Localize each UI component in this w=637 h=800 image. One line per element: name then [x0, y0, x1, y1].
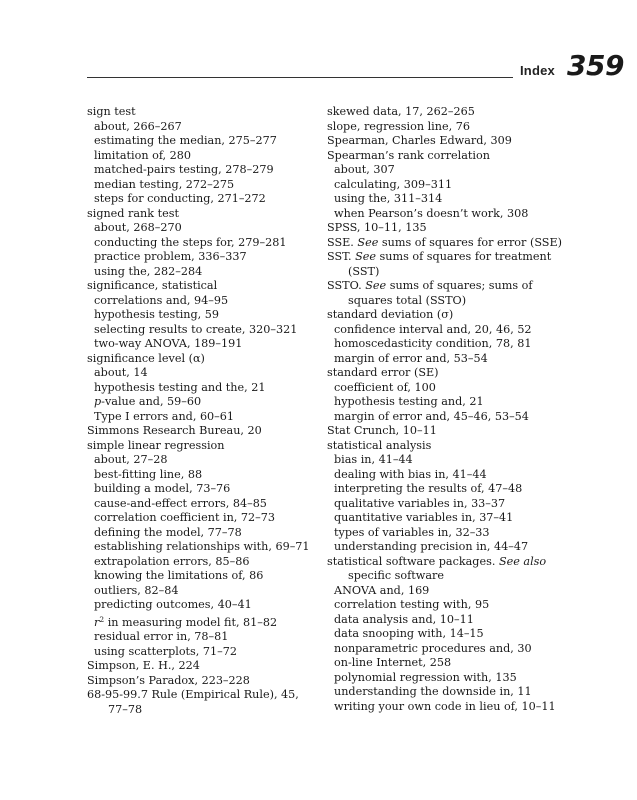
index-entry-continuation — [327, 294, 577, 309]
entry-text: SSE. — [327, 235, 358, 249]
entry-text: interpreting the results of, 47–48 — [334, 482, 523, 495]
see-reference: See — [357, 235, 379, 249]
index-subentry — [327, 410, 577, 425]
entry-text: margin of error and, 45–46, 53–54 — [334, 409, 529, 423]
index-subentry — [87, 221, 315, 236]
index-subentry — [327, 584, 577, 599]
index-subentry — [327, 163, 577, 178]
index-subentry — [327, 642, 577, 657]
entry-text: understanding the downside in, 11 — [334, 685, 532, 698]
entry-text: outliers, 82–84 — [94, 583, 179, 597]
entry-text: polynomial regression with, 135 — [334, 670, 517, 684]
index-entry — [87, 674, 315, 689]
entry-text: skewed data, 17, 262–265 — [327, 105, 475, 118]
entry-text: statistical software packages. — [327, 554, 499, 568]
entry-text: hypothesis testing and the, 21 — [94, 380, 266, 394]
index-subentry — [327, 497, 577, 512]
entry-text: using the, 282–284 — [94, 264, 203, 278]
entry-text: confidence interval and, 20, 46, 52 — [334, 322, 532, 336]
index-subentry — [327, 526, 577, 541]
index-subentry — [87, 526, 315, 541]
index-subentry — [87, 453, 315, 468]
index-subentry — [327, 352, 577, 367]
entry-text: data snooping with, 14–15 — [334, 627, 484, 640]
entry-text: hypothesis testing, 59 — [94, 308, 220, 321]
index-subentry — [327, 207, 577, 222]
index-entry — [327, 424, 577, 439]
index-entry — [87, 207, 315, 222]
index-subentry — [87, 381, 315, 396]
index-subentry — [327, 540, 577, 555]
entry-text: practice problem, 336–337 — [94, 250, 247, 263]
entry-text: in measuring model fit, 81–82 — [104, 615, 278, 629]
entry-text: bias in, 41–44 — [334, 453, 413, 466]
index-subentry — [327, 685, 577, 700]
index-subentry — [327, 627, 577, 642]
index-subentry — [87, 584, 315, 599]
index-entry — [327, 221, 577, 236]
entry-text: two-way ANOVA, 189–191 — [94, 337, 243, 350]
entry-text: on-line Internet, 258 — [334, 656, 452, 669]
entry-text: establishing relationships with, 69–71 — [94, 540, 310, 553]
index-entry — [87, 424, 315, 439]
entry-text: using the, 311–314 — [334, 192, 443, 205]
entry-text: significance level (α) — [87, 351, 205, 365]
index-subentry — [327, 700, 577, 715]
entry-text: median testing, 272–275 — [94, 177, 235, 191]
entry-text: selecting results to create, 320–321 — [94, 322, 298, 336]
index-subentry — [327, 453, 577, 468]
index-subentry — [87, 294, 315, 309]
index-subentry — [87, 337, 315, 352]
entry-text: hypothesis testing and, 21 — [334, 395, 484, 408]
entry-text: ANOVA and, 169 — [334, 583, 430, 597]
entry-text: about, 14 — [94, 366, 148, 379]
index-subentry — [87, 555, 315, 570]
index-entry — [327, 149, 577, 164]
index-entry — [327, 439, 577, 454]
entry-text: simple linear regression — [87, 438, 225, 452]
entry-text: Type I errors and, 60–61 — [94, 409, 235, 423]
entry-text: using scatterplots, 71–72 — [94, 644, 237, 658]
entry-text: 68-95-99.7 Rule (Empirical Rule), 45, — [87, 688, 299, 701]
entry-text: writing your own code in lieu of, 10–11 — [334, 699, 556, 713]
entry-text: statistical analysis — [327, 438, 432, 452]
entry-text: types of variables in, 32–33 — [334, 525, 490, 539]
index-subentry — [327, 381, 577, 396]
entry-text: SSTO. — [327, 279, 366, 292]
index-entry — [87, 688, 315, 703]
entry-text: Simpson, E. H., 224 — [87, 659, 200, 672]
entry-text: knowing the limitations of, 86 — [94, 569, 264, 582]
section-label: Index — [520, 63, 555, 78]
entry-text: Simmons Research Bureau, 20 — [87, 424, 262, 437]
index-subentry — [87, 468, 315, 483]
index-subentry — [87, 613, 315, 631]
entry-text: when Pearson’s doesn’t work, 308 — [334, 206, 529, 220]
entry-text: (SST) — [348, 264, 380, 278]
index-subentry — [87, 250, 315, 265]
entry-text: SPSS, 10–11, 135 — [327, 221, 427, 234]
entry-text: correlations and, 94–95 — [94, 293, 229, 307]
entry-text: defining the model, 77–78 — [94, 525, 242, 539]
entry-text: sign test — [87, 105, 136, 118]
index-subentry — [327, 468, 577, 483]
index-subentry — [327, 482, 577, 497]
see-target: sums of squares; sums of — [386, 279, 533, 292]
see-reference: See — [355, 250, 376, 263]
entry-text: SST. — [327, 250, 356, 263]
entry-text: correlation coefficient in, 72–73 — [94, 511, 275, 524]
entry-text: cause-and-effect errors, 84–85 — [94, 496, 267, 510]
index-entry — [327, 366, 577, 381]
entry-text: matched-pairs testing, 278–279 — [94, 163, 274, 176]
entry-text: correlation testing with, 95 — [334, 598, 490, 611]
index-subentry — [327, 323, 577, 338]
entry-text: quantitative variables in, 37–41 — [334, 511, 514, 524]
index-entry — [327, 555, 577, 570]
entry-text: -value and, 59–60 — [101, 395, 202, 408]
index-subentry — [87, 540, 315, 555]
index-subentry — [87, 497, 315, 512]
entry-text: qualitative variables in, 33–37 — [334, 496, 506, 510]
index-entry — [327, 105, 577, 120]
entry-text: estimating the median, 275–277 — [94, 134, 277, 147]
entry-text: signed rank test — [87, 206, 179, 220]
entry-text: Stat Crunch, 10–11 — [327, 424, 437, 437]
entry-text: about, 268–270 — [94, 221, 182, 234]
index-subentry — [87, 236, 315, 251]
entry-text: about, 307 — [334, 163, 395, 176]
entry-text: data analysis and, 10–11 — [334, 612, 474, 626]
index-subentry — [327, 337, 577, 352]
index-subentry — [87, 149, 315, 164]
index-subentry — [327, 395, 577, 410]
index-subentry — [327, 671, 577, 686]
index-subentry — [327, 178, 577, 193]
index-entry — [327, 308, 577, 323]
index-subentry — [87, 163, 315, 178]
index-subentry — [87, 178, 315, 193]
index-subentry — [327, 656, 577, 671]
index-column-right — [327, 105, 577, 714]
index-subentry — [87, 569, 315, 584]
page-number: 359 — [567, 49, 624, 82]
index-subentry — [87, 308, 315, 323]
superscript: 2 — [99, 614, 105, 624]
entry-text: specific software — [348, 569, 444, 582]
index-subentry — [327, 598, 577, 613]
index-entry — [87, 105, 315, 120]
see-target: sums of squares for error (SSE) — [378, 235, 562, 249]
index-entry — [87, 439, 315, 454]
italic-variable: r — [94, 615, 100, 629]
index-entry — [327, 120, 577, 135]
index-subentry — [87, 395, 315, 410]
entry-text: standard error (SE) — [327, 366, 439, 379]
index-subentry — [87, 192, 315, 207]
index-entry — [327, 134, 577, 149]
entry-text: calculating, 309–311 — [334, 177, 453, 191]
index-subentry — [87, 630, 315, 645]
index-entry — [87, 659, 315, 674]
entry-text: predicting outcomes, 40–41 — [94, 598, 252, 611]
entry-text: residual error in, 78–81 — [94, 630, 229, 643]
see-target: sums of squares for treatment — [375, 250, 552, 263]
index-subentry — [87, 120, 315, 135]
index-subentry — [87, 598, 315, 613]
entry-text: limitation of, 280 — [94, 148, 192, 162]
index-subentry — [87, 482, 315, 497]
header-rule — [87, 77, 513, 78]
index-subentry — [87, 511, 315, 526]
index-subentry — [327, 613, 577, 628]
entry-text: best-fitting line, 88 — [94, 467, 203, 481]
index-subentry — [87, 410, 315, 425]
entry-text: understanding precision in, 44–47 — [334, 540, 529, 553]
see-reference: See also — [498, 554, 547, 568]
entry-text: Spearman, Charles Edward, 309 — [327, 134, 512, 147]
index-entry — [87, 352, 315, 367]
italic-variable: p — [94, 395, 102, 408]
entry-text: slope, regression line, 76 — [327, 119, 470, 133]
index-subentry — [87, 265, 315, 280]
see-reference: See — [365, 279, 387, 292]
index-entry — [87, 279, 315, 294]
index-subentry — [87, 134, 315, 149]
entry-text: conducting the steps for, 279–281 — [94, 235, 287, 249]
entry-text: extrapolation errors, 85–86 — [94, 554, 250, 568]
index-subentry — [87, 323, 315, 338]
entry-text: standard deviation (σ) — [327, 308, 454, 321]
index-subentry — [87, 366, 315, 381]
entry-text: dealing with bias in, 41–44 — [334, 467, 487, 481]
entry-text: nonparametric procedures and, 30 — [334, 641, 532, 655]
index-entry-continuation — [87, 703, 315, 718]
entry-text: coefficient of, 100 — [334, 380, 436, 394]
index-subentry — [327, 511, 577, 526]
index-entry — [327, 236, 577, 251]
entry-text: margin of error and, 53–54 — [334, 351, 488, 365]
entry-text: about, 266–267 — [94, 119, 182, 133]
entry-text: about, 27–28 — [94, 453, 168, 466]
entry-text: Simpson’s Paradox, 223–228 — [87, 673, 250, 687]
entry-text: 77–78 — [108, 702, 143, 716]
entry-text: significance, statistical — [87, 279, 218, 292]
index-subentry — [327, 192, 577, 207]
index-entry-continuation — [327, 265, 577, 280]
index-subentry — [87, 645, 315, 660]
entry-text: building a model, 73–76 — [94, 482, 231, 495]
index-column-left — [87, 105, 315, 717]
entry-text: homoscedasticity condition, 78, 81 — [334, 337, 532, 350]
entry-text: squares total (SSTO) — [348, 293, 467, 307]
entry-text: Spearman’s rank correlation — [327, 148, 490, 162]
index-entry-continuation — [327, 569, 577, 584]
index-entry — [327, 250, 577, 265]
entry-text: steps for conducting, 271–272 — [94, 192, 266, 205]
index-entry — [327, 279, 577, 294]
